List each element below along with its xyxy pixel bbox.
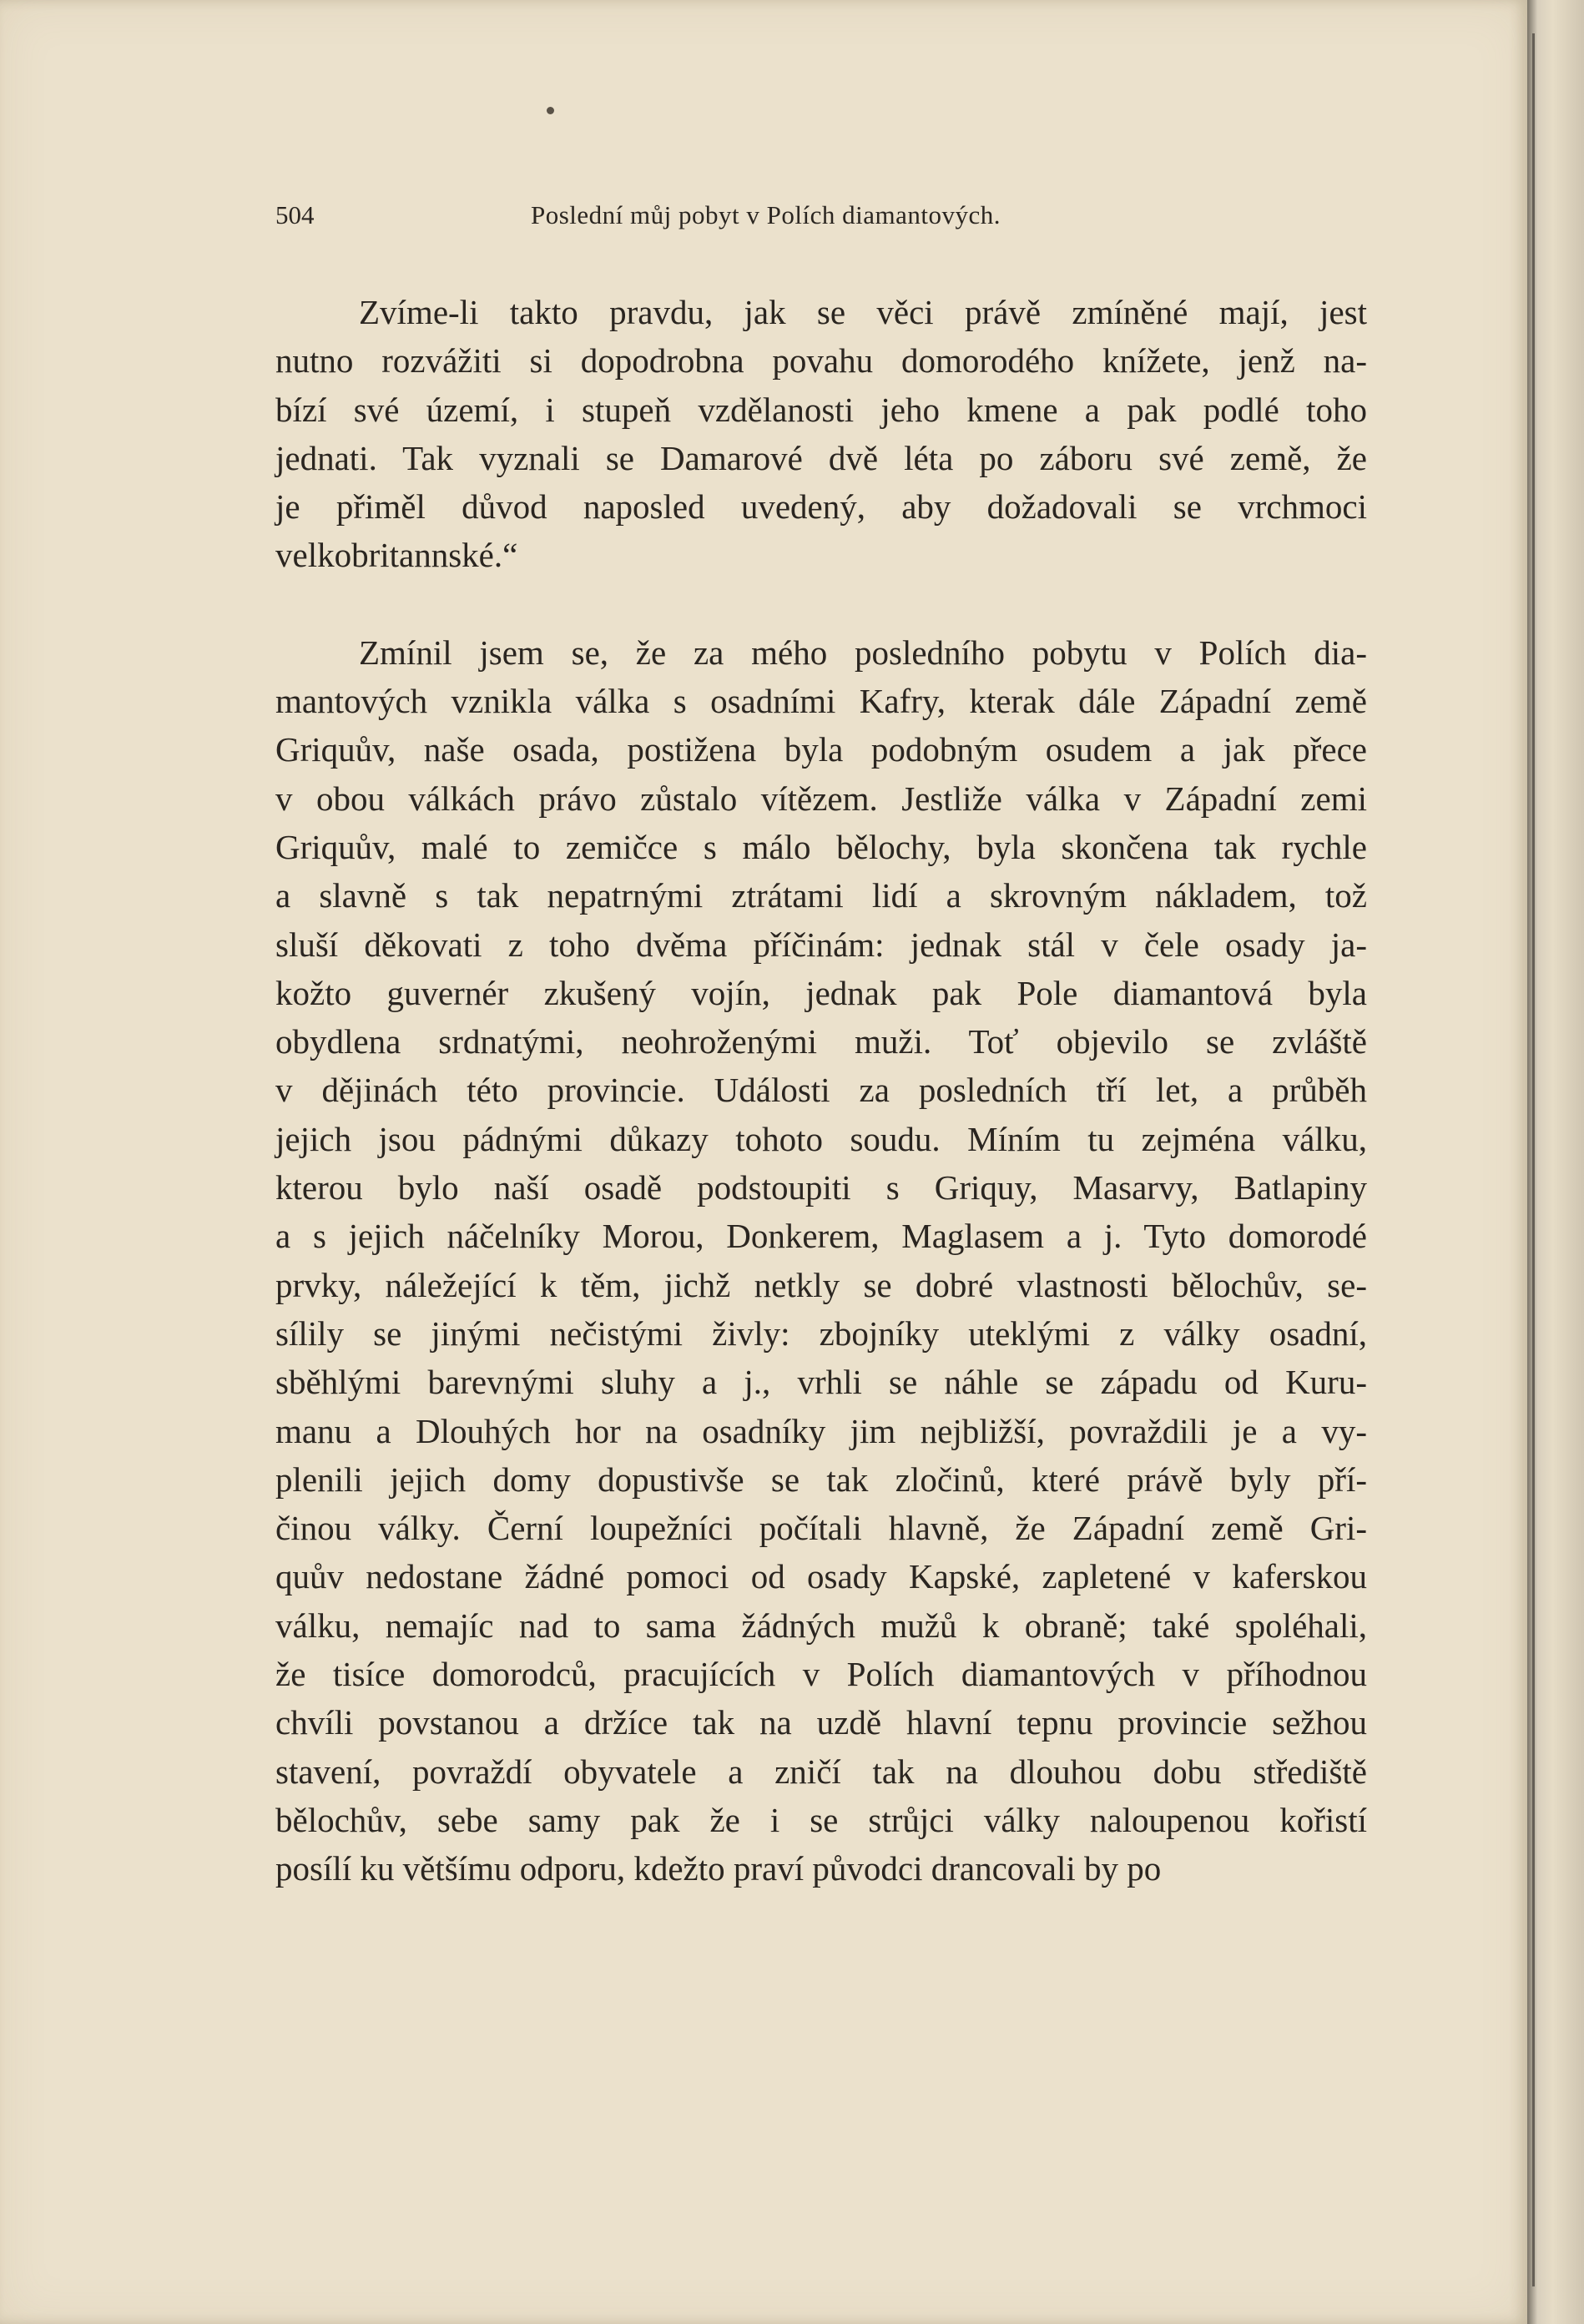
text-line: kožto guvernér zkušený vojín, jednak pak Pole diamantová byla xyxy=(275,973,1367,1012)
text-line: obydlena srdnatými, neohroženými muži. Toť objevilo se zvláště xyxy=(275,1022,1367,1061)
text-line: jednati. Tak vyznali se Damarové dvě léta po záboru své země, že xyxy=(275,438,1367,477)
text-line: v obou válkách právo zůstalo vítězem. Jestliže válka v Západní zemi xyxy=(275,779,1367,818)
paragraph-2 xyxy=(275,628,1367,1893)
text-line: quův nedostane žádné pomoci od osady Kapské, zapletené v kaferskou xyxy=(275,1557,1367,1596)
text-line: že tisíce domorodců, pracujících v Polích diamantových v příhodnou xyxy=(275,1655,1367,1694)
text-line: Griquův, malé to zemičce s málo bělochy, byla skončena tak rychle xyxy=(275,827,1367,866)
text-line: Griquův, naše osada, postižena byla podobným osudem a jak přece xyxy=(275,730,1367,769)
running-title: Poslední můj pobyt v Polích diamantových. xyxy=(531,200,1001,229)
text-line: bízí své území, i stupeň vzdělanosti jeho kmene a pak podlé toho xyxy=(275,390,1367,429)
book-binding-edge xyxy=(1527,0,1584,2324)
text-line: činou války. Černí loupežníci počítali hlavně, že Západní země Gri- xyxy=(275,1509,1367,1548)
page-number: 504 xyxy=(275,200,315,229)
text-line: velkobritannské.“ xyxy=(275,536,518,575)
text-line: jejich jsou pádnými důkazy tohoto soudu. Míním tu zejména válku, xyxy=(275,1119,1367,1158)
text-line: stavení, povraždí obyvatele a zničí tak na dlouhou dobu střediště xyxy=(275,1752,1367,1791)
print-speck xyxy=(547,107,554,114)
text-line: sluší děkovati z toho dvěma příčinám: jednak stál v čele osady ja- xyxy=(275,925,1367,964)
text-line: bělochův, sebe samy pak že i se strůjci války naloupenou kořistí xyxy=(275,1800,1367,1839)
gutter-line xyxy=(1532,33,1535,2286)
text-line: plenili jejich domy dopustivše se tak zločinů, které právě byly pří- xyxy=(275,1459,1367,1499)
text-line: mantových vznikla válka s osadními Kafry, kterak dále Západní země xyxy=(275,682,1367,721)
text-line: posílí ku většímu odporu, kdežto praví původci drancovali by po xyxy=(275,1849,1162,1888)
text-line: je přiměl důvod naposled uvedený, aby dožadovali se vrchmoci xyxy=(275,487,1367,527)
text-line: chvíli povstanou a držíce tak na uzdě hlavní tepnu provincie sežhou xyxy=(275,1703,1367,1742)
text-line: v dějinách této provincie. Události za posledních tří let, a průběh xyxy=(275,1071,1367,1110)
text-line: kterou bylo naší osadě podstoupiti s Griquy, Masarvy, Batlapiny xyxy=(275,1168,1367,1207)
text-line: sběhlými barevnými sluhy a j., vrhli se náhle se západu od Kuru- xyxy=(275,1363,1367,1402)
text-line: a slavně s tak nepatrnými ztrátami lidí a skrovným nákladem, tož xyxy=(275,876,1367,915)
text-line: Zmínil jsem se, že za mého posledního pobytu v Polích dia- xyxy=(359,633,1367,672)
text-line: sílily se jinými nečistými živly: zbojníky uteklými z války osadní, xyxy=(275,1313,1367,1353)
body-text xyxy=(275,288,1367,1893)
paragraph-1 xyxy=(275,288,1367,580)
text-line: válku, nemajíc nad to sama žádných mužů k obraně; také spoléhali, xyxy=(275,1606,1367,1645)
text-line: manu a Dlouhých hor na osadníky jim nejbližší, povraždili je a vy- xyxy=(275,1411,1367,1450)
text-line: a s jejich náčelníky Morou, Donkerem, Maglasem a j. Tyto domorodé xyxy=(275,1217,1367,1256)
text-line: prvky, náležející k těm, jichž netkly se dobré vlastnosti bělochův, se- xyxy=(275,1265,1367,1304)
text-line: Zvíme-li takto pravdu, jak se věci právě zmíněné mají, jest xyxy=(359,293,1367,331)
text-line: nutno rozvážiti si dopodrobna povahu domorodého knížete, jenž na- xyxy=(275,341,1367,381)
page-header xyxy=(275,200,1110,242)
